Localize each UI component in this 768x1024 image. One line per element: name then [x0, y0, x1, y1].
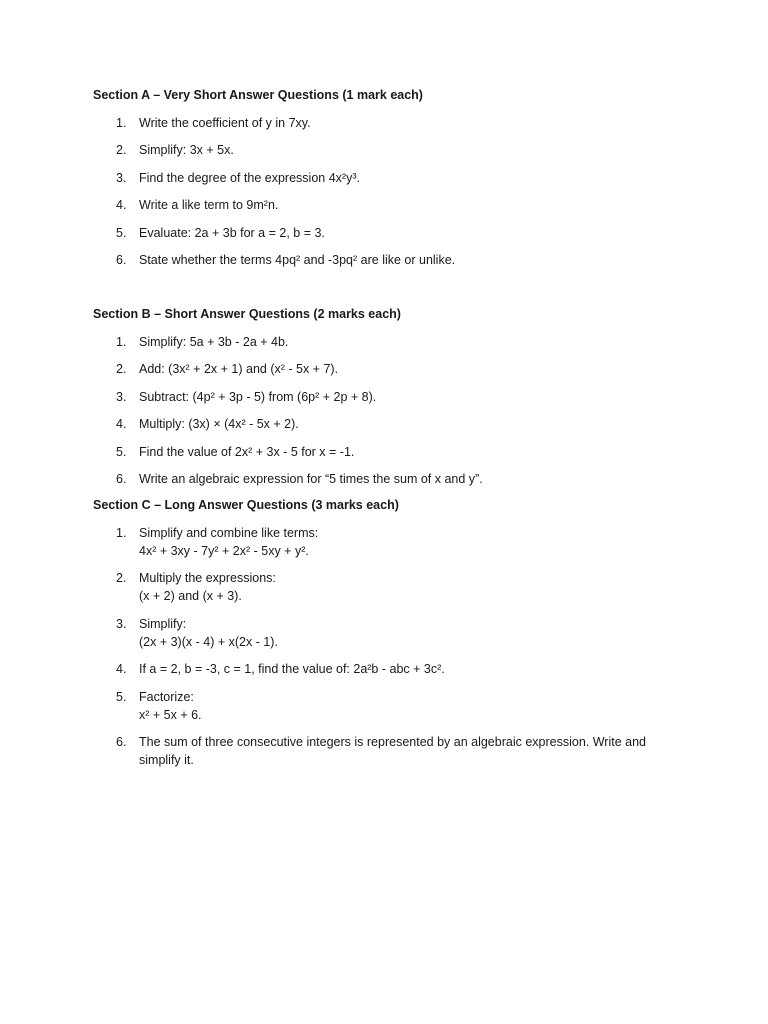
- question-text: Find the value of 2x² + 3x - 5 for x = -1.: [139, 444, 355, 459]
- question-list: [93, 114, 683, 270]
- section-c: [93, 496, 683, 769]
- question-text: Simplify: 3x + 5x.: [139, 143, 234, 157]
- question-number: 5.: [116, 689, 127, 704]
- question-text: Write a like term to 9m²n.: [139, 198, 279, 212]
- question-item: [93, 196, 683, 214]
- question-text: Factorize:: [139, 689, 194, 704]
- question-item: [93, 660, 683, 678]
- question-expression: x² + 5x + 6.: [139, 707, 202, 722]
- question-number: 6.: [116, 472, 127, 486]
- question-item: [93, 615, 683, 651]
- question-number: 4.: [116, 417, 127, 431]
- question-number: 4.: [116, 662, 127, 676]
- question-number: 6.: [116, 735, 127, 749]
- question-item: [93, 114, 683, 132]
- question-number: 3.: [116, 389, 127, 404]
- question-item: [93, 688, 683, 724]
- question-item: [93, 360, 683, 378]
- question-text: Simplify:: [139, 616, 187, 631]
- question-number: 2.: [116, 143, 127, 157]
- question-item: [93, 524, 683, 560]
- question-text: Subtract: (4p² + 3p - 5) from (6p² + 2p + 8).: [139, 389, 377, 404]
- question-number: 1.: [116, 115, 127, 130]
- question-number: 3.: [116, 616, 127, 631]
- question-item: [93, 415, 683, 433]
- section-a: [93, 86, 683, 269]
- question-item: [93, 251, 683, 269]
- question-number: 3.: [116, 170, 127, 185]
- question-item: [93, 569, 683, 605]
- section-heading: Section B – Short Answer Questions (2 marks each): [93, 307, 401, 321]
- question-number: 2.: [116, 362, 127, 376]
- question-text-continued: simplify it.: [139, 753, 194, 767]
- question-item: [93, 470, 683, 488]
- question-list: [93, 333, 683, 489]
- question-text: Simplify: 5a + 3b - 2a + 4b.: [139, 334, 289, 349]
- question-item: [93, 388, 683, 406]
- question-number: 2.: [116, 571, 127, 585]
- question-number: 4.: [116, 198, 127, 212]
- question-item: [93, 333, 683, 351]
- question-text: Evaluate: 2a + 3b for a = 2, b = 3.: [139, 225, 325, 240]
- question-text: Find the degree of the expression 4x²y³.: [139, 170, 360, 185]
- question-text: Write the coefficient of y in 7xy.: [139, 115, 311, 130]
- question-number: 5.: [116, 444, 127, 459]
- question-text: Add: (3x² + 2x + 1) and (x² - 5x + 7).: [139, 362, 339, 376]
- question-number: 1.: [116, 334, 127, 349]
- question-text: Multiply the expressions:: [139, 571, 276, 585]
- question-text: Multiply: (3x) × (4x² - 5x + 2).: [139, 417, 299, 431]
- question-expression: 4x² + 3xy - 7y² + 2x² - 5xy + y².: [139, 543, 309, 558]
- section-b: [93, 305, 683, 488]
- question-text: Simplify and combine like terms:: [139, 525, 319, 540]
- section-heading: Section A – Very Short Answer Questions (1 mark each): [93, 88, 423, 102]
- question-number: 1.: [116, 525, 127, 540]
- question-item: [93, 733, 683, 769]
- question-text: The sum of three consecutive integers is represented by an algebraic expression. Write and: [139, 735, 646, 749]
- question-number: 5.: [116, 225, 127, 240]
- question-number: 6.: [116, 253, 127, 267]
- question-list: [93, 524, 683, 770]
- question-text: Write an algebraic expression for “5 times the sum of x and y”.: [139, 472, 483, 486]
- question-item: [93, 141, 683, 159]
- question-item: [93, 443, 683, 461]
- section-heading: Section C – Long Answer Questions (3 marks each): [93, 498, 399, 512]
- question-text: If a = 2, b = -3, c = 1, find the value of: 2a²b - abc + 3c².: [139, 662, 445, 676]
- question-expression: (x + 2) and (x + 3).: [139, 589, 242, 603]
- question-item: [93, 224, 683, 242]
- question-expression: (2x + 3)(x - 4) + x(2x - 1).: [139, 634, 278, 649]
- question-text: State whether the terms 4pq² and -3pq² are like or unlike.: [139, 253, 456, 267]
- question-item: [93, 169, 683, 187]
